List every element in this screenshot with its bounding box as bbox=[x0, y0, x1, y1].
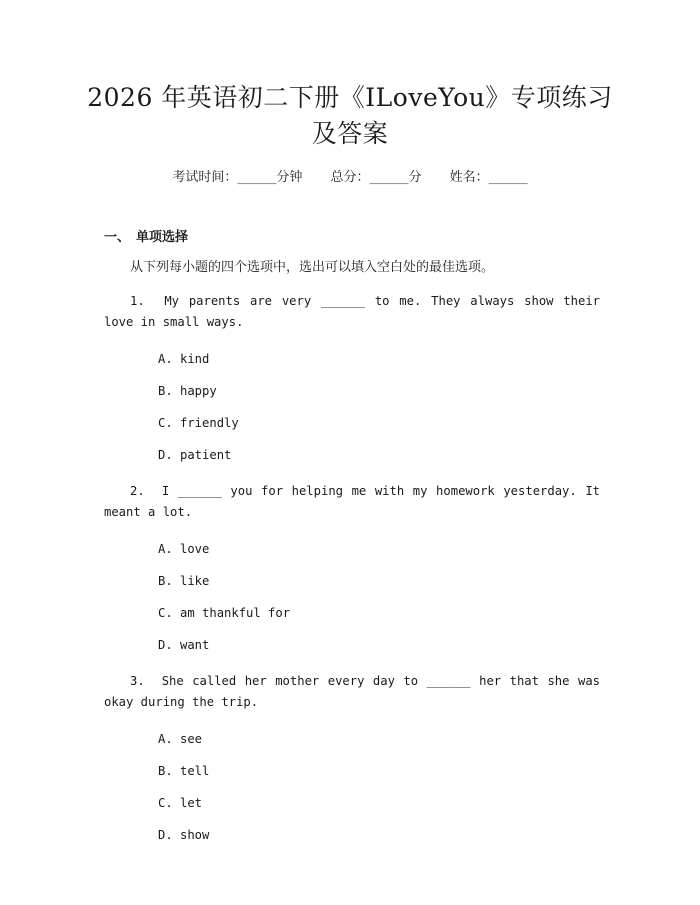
section-number: 一、 bbox=[104, 230, 131, 245]
question-item bbox=[104, 291, 600, 471]
question-item bbox=[104, 671, 600, 851]
question-stem bbox=[104, 671, 600, 713]
option-c: C. let bbox=[158, 796, 203, 810]
document-title bbox=[40, 80, 660, 152]
title-line-2: 及答案 bbox=[311, 119, 389, 148]
question-number: 3. bbox=[130, 674, 145, 688]
option-d: D. show bbox=[158, 828, 210, 842]
section-instruction: 从下列每小题的四个选项中，选出可以填入空白处的最佳选项。 bbox=[130, 260, 495, 275]
question-number: 2. bbox=[130, 484, 145, 498]
question-stem bbox=[104, 291, 600, 333]
exam-meta bbox=[0, 168, 700, 188]
option-a: A. kind bbox=[158, 352, 210, 366]
option-d: D. patient bbox=[158, 448, 232, 462]
option-a: A. love bbox=[158, 542, 210, 556]
option-list bbox=[104, 343, 600, 471]
question-item bbox=[104, 481, 600, 661]
section-title: 单项选择 bbox=[136, 230, 189, 245]
option-b: B. like bbox=[158, 574, 210, 588]
question-text: My parents are very ______ to me. They always show their love in small ways. bbox=[104, 294, 600, 329]
exam-time-field: 考试时间：______分钟 bbox=[172, 170, 303, 185]
title-line-1: 2026 年英语初二下册《ILoveYou》专项练习 bbox=[87, 83, 613, 112]
option-list bbox=[104, 533, 600, 661]
student-name-field: 姓名：______ bbox=[449, 170, 528, 185]
option-c: C. friendly bbox=[158, 416, 239, 430]
section-heading bbox=[104, 228, 188, 248]
question-number: 1. bbox=[130, 294, 145, 308]
question-text: She called her mother every day to ______ her that she was okay during the trip. bbox=[104, 674, 600, 709]
option-b: B. tell bbox=[158, 764, 210, 778]
total-score-field: 总分：______分 bbox=[330, 170, 422, 185]
option-list bbox=[104, 723, 600, 851]
option-d: D. want bbox=[158, 638, 210, 652]
option-c: C. am thankful for bbox=[158, 606, 291, 620]
question-list bbox=[104, 291, 600, 851]
option-a: A. see bbox=[158, 732, 203, 746]
question-text: I ______ you for helping me with my homework yesterday. It meant a lot. bbox=[104, 484, 600, 519]
option-b: B. happy bbox=[158, 384, 217, 398]
question-stem bbox=[104, 481, 600, 523]
